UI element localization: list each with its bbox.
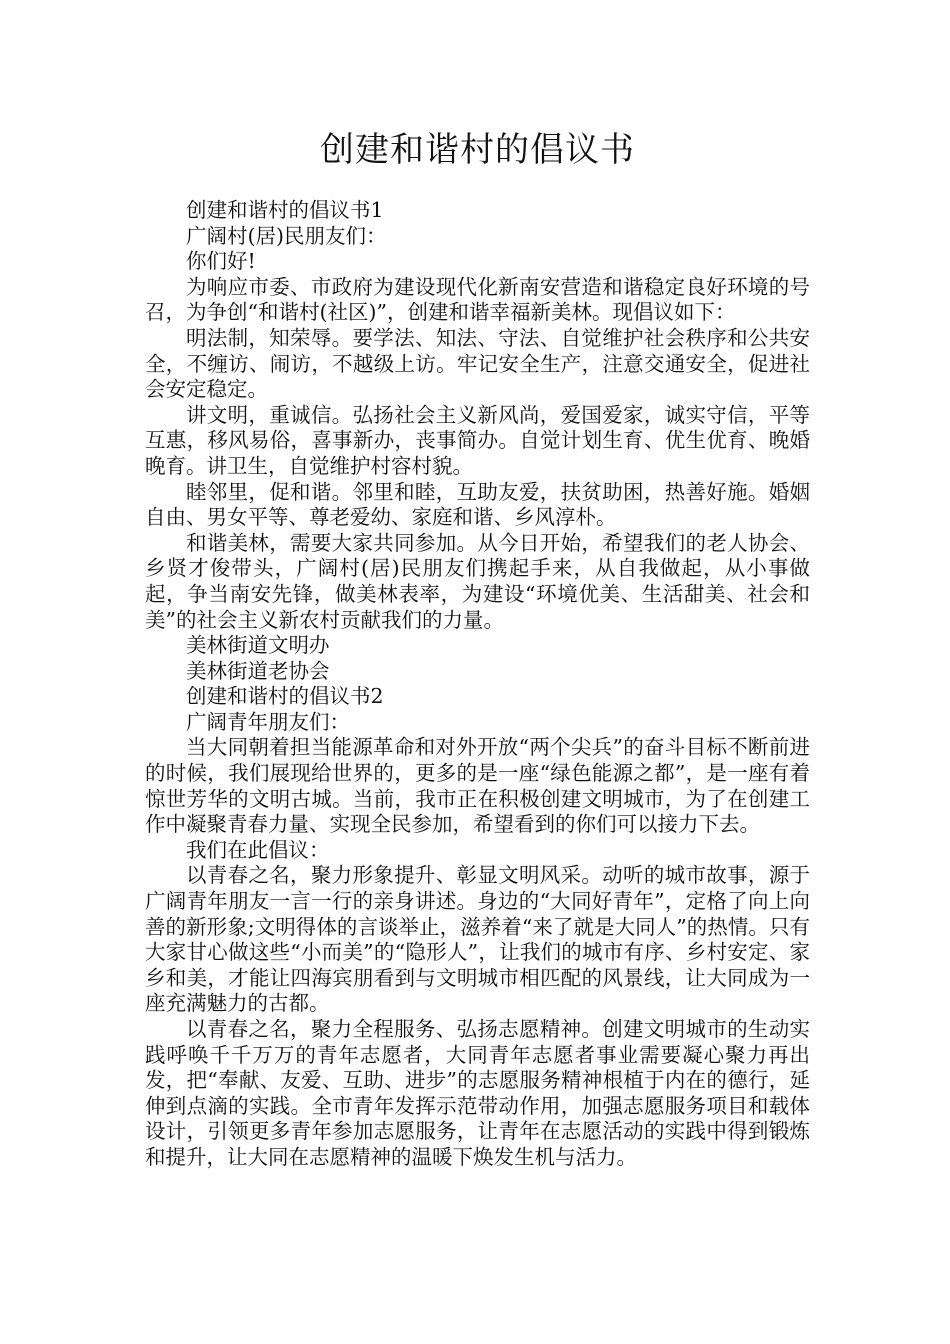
paragraph: 以青春之名，聚力全程服务、弘扬志愿精神。创建文明城市的生动实践呼唤千千万万的青年志愿者，大同青年志愿者事业需要凝心聚力再出发，把“奉献、友爱、互助、进步”的志愿服务精神根植于内在的德行，延伸到点滴的实践。全市青年发挥示范带动作用，加强志愿服务项目和载体设计，引领更多青年参加志愿服务，让青年在志愿活动的实践中得到锻炼和提升，让大同在志愿精神的温暖下焕发生机与活力。 (145, 1017, 810, 1169)
paragraph: 广阔青年朋友们： (186, 709, 350, 734)
paragraph: 我们在此倡议： (186, 837, 330, 862)
paragraph: 睦邻里，促和谐。邻里和睦，互助友爱，扶贫助困，热善好施。婚姻自由、男女平等、尊老爱幼、家庭和谐、乡风淳朴。 (145, 479, 810, 530)
paragraph: 和谐美林，需要大家共同参加。从今日开始，希望我们的老人协会、乡贤才俊带头，广阔村(居)民朋友们携起手来，从自我做起，从小事做起，争当南安先锋，做美林表率，为建设“环境优美、生活甜美、社会和美”的社会主义新农村贡献我们的力量。 (145, 530, 810, 632)
paragraph: 广阔村(居)民朋友们： (186, 223, 387, 248)
section-heading: 创建和谐村的倡议书2 (186, 684, 384, 709)
signature-line: 美林街道老协会 (186, 658, 330, 683)
document-title: 创建和谐村的倡议书 (320, 130, 635, 170)
paragraph: 创建和谐村的倡议书1 (186, 198, 384, 222)
paragraph: 以青春之名，聚力形象提升、彰显文明风采。动听的城市故事，源于广阔青年朋友一言一行的亲身讲述。身边的“大同好青年”，定格了向上向善的新形象;文明得体的言谈举止，滋养着“来了就是大同人”的热情。只有大家甘心做这些“小而美”的“隐形人”，让我们的城市有序、乡村安定、家乡和美，才能让四海宾朋看到与文明城市相匹配的风景线，让大同成为一座充满魅力的古都。 (145, 863, 810, 1016)
signature-line: 美林街道文明办 (186, 633, 330, 658)
paragraph: 明法制，知荣辱。要学法、知法、守法、自觉维护社会秩序和公共安全，不缠访、闹访，不越级上访。牢记安全生产，注意交通安全，促进社会安定稳定。 (145, 325, 810, 402)
paragraph: 当大同朝着担当能源革命和对外开放“两个尖兵”的奋斗目标不断前进的时候，我们展现给世界的，更多的是一座“绿色能源之都”，是一座有着惊世芳华的文明古城。当前，我市正在积极创建文明城市，为了在创建工作中凝聚青春力量、实现全民参加，希望看到的你们可以接力下去。 (145, 735, 810, 837)
document-body (145, 198, 810, 1171)
paragraph: 为响应市委、市政府为建设现代化新南安营造和谐稳定良好环境的号召，为争创“和谐村(社区)”，创建和谐幸福新美林。现倡议如下： (145, 274, 810, 325)
paragraph: 你们好! (186, 249, 256, 274)
paragraph: 讲文明，重诚信。弘扬社会主义新风尚，爱国爱家，诚实守信，平等互惠，移风易俗，喜事新办，丧事简办。自觉计划生育、优生优育、晚婚晚育。讲卫生，自觉维护村容村貌。 (145, 402, 810, 478)
